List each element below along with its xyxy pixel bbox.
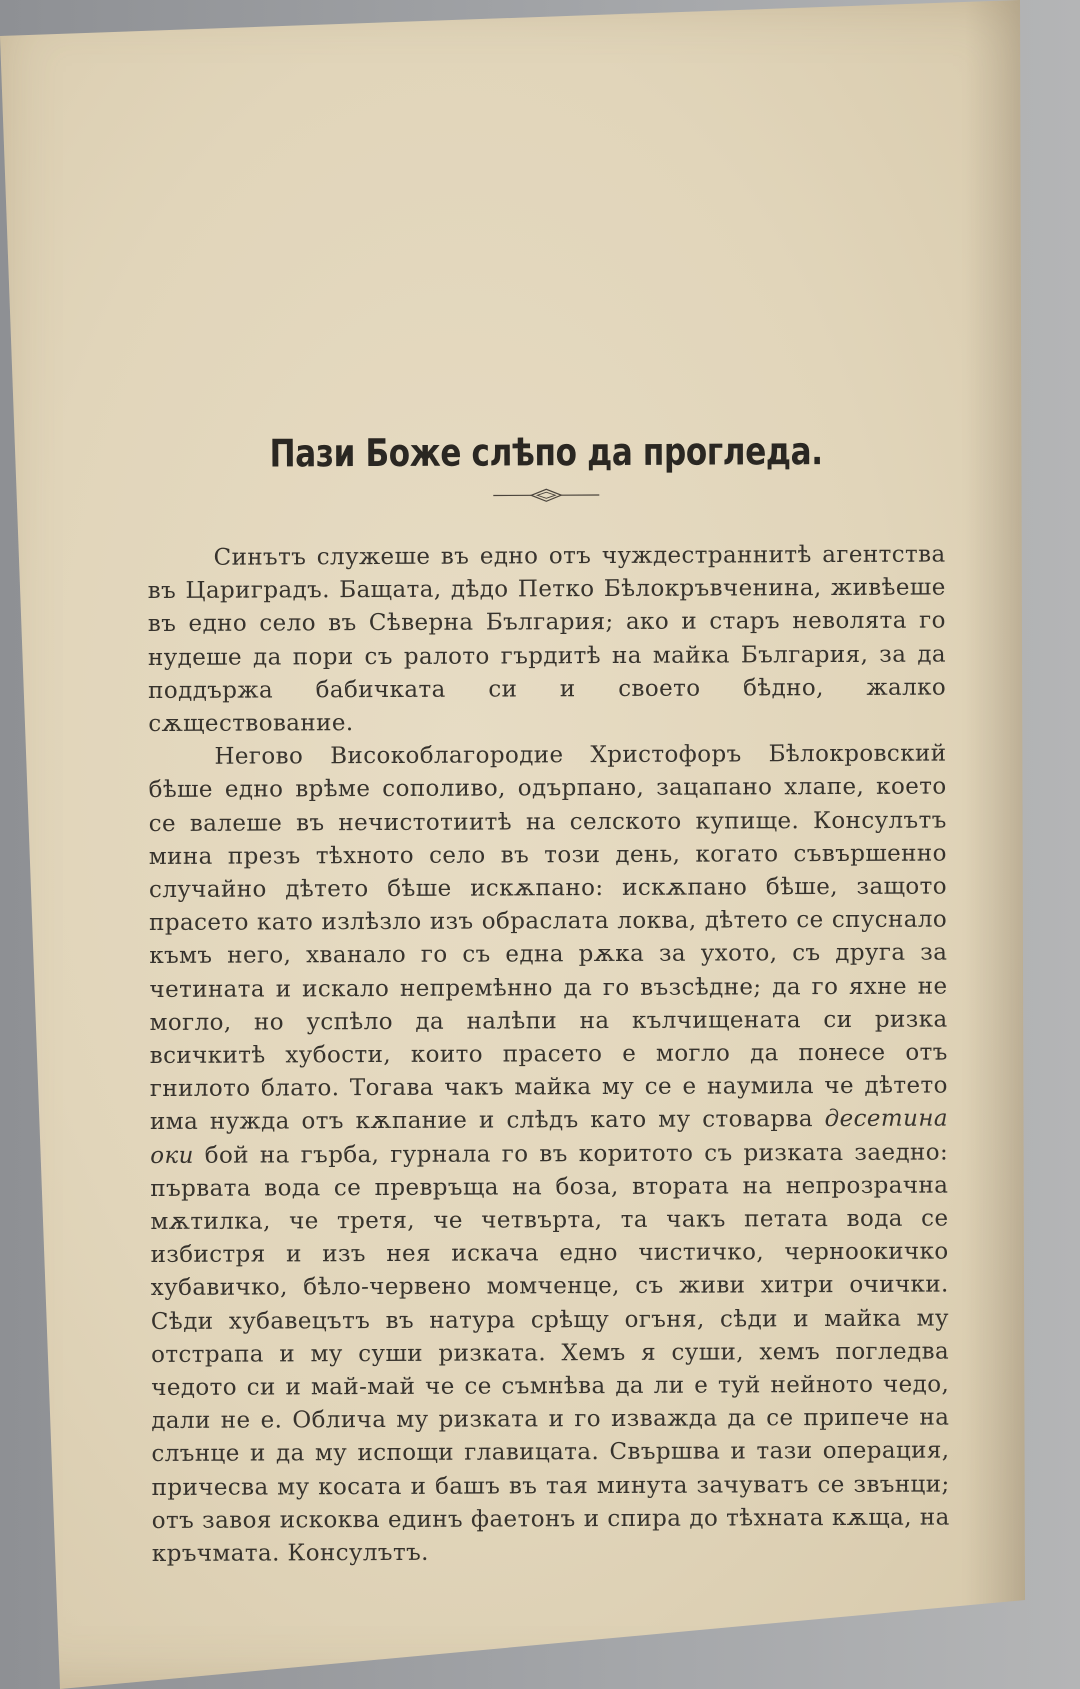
paragraph-2-italic-phrase: десетина оки [150,1105,949,1169]
page-content [147,427,950,1572]
paragraph-2-text-a: Негово Високоблагородие Христофоръ Бѣлокровский бѣше едно врѣме сополиво, одърпано, зацапано хлапе, което се валеше въ нечистотиитѣ на селското купище. Консулътъ мина презъ тѣхното село въ този день, когато съвършенно случайно дѣтето бѣше искѫпано: искѫпано бѣше, защото прасето като излѣзло изъ обраслата локва, дѣтето се спуснало къмъ него, хванало го съ една рѫка за ухото, съ друга за четината и искало непремѣнно да го възсѣдне; да го яхне не могло, но успѣло да налѣпи на кълчищената си ризка всичкитѣ хубости, които прасето е могло да понесе отъ гнилото блато. Тогава чакъ майка му се е наумила че дѣтето има нужда отъ кѫпание и слѣдъ като му стоварва [148,740,948,1136]
chapter-title: Пази Боже слѣпо да прогледа. [269,429,823,476]
diamond-rule-ornament-icon [491,486,601,504]
page-edge-shadow [965,0,1025,1689]
paragraph-1: Синътъ служеше въ едно отъ чуждестраннитѣ агентства въ Цариградъ. Бащата, дѣдо Петко Бѣлокръвченина, живѣеше въ едно село въ Сѣверна България; ако и старъ неволята го нудеше да пори съ ралото гърдитѣ на майка България, за да поддържа бабичката си и своето бѣдно, жалко сѫществование. [147,541,947,738]
paragraph-2 [148,738,950,1572]
paragraph-2-text-b: бой на гърба, гурнала го въ коритото съ ризката заедно: първата вода се превръща на боза, втората на непрозрачна мѫтилка, че третя, че четвърта, та чакъ петата вода се избистря и изъ нея искача едно чистичко, черноокичко хубавичко, бѣло-червено момченце, съ живи хитри очички. Сѣди хубавецътъ въ натура срѣщу огъня, сѣди и майка му отстрапа и му суши ризката. Хемъ я суши, хемъ погледва чедото си и май-май че се съмнѣва да ли е туй нейното чедо, дали не е. Облича му ризката и го изважда да се припече на слънце и да му испощи главицата. Свършва и тази операция, причесва му косата и башъ въ тая минута зачуватъ се звънци; отъ завоя искоква единъ фаетонъ и спира до тѣхната кѫща, на кръчмата. Консулътъ. [150,1139,950,1568]
